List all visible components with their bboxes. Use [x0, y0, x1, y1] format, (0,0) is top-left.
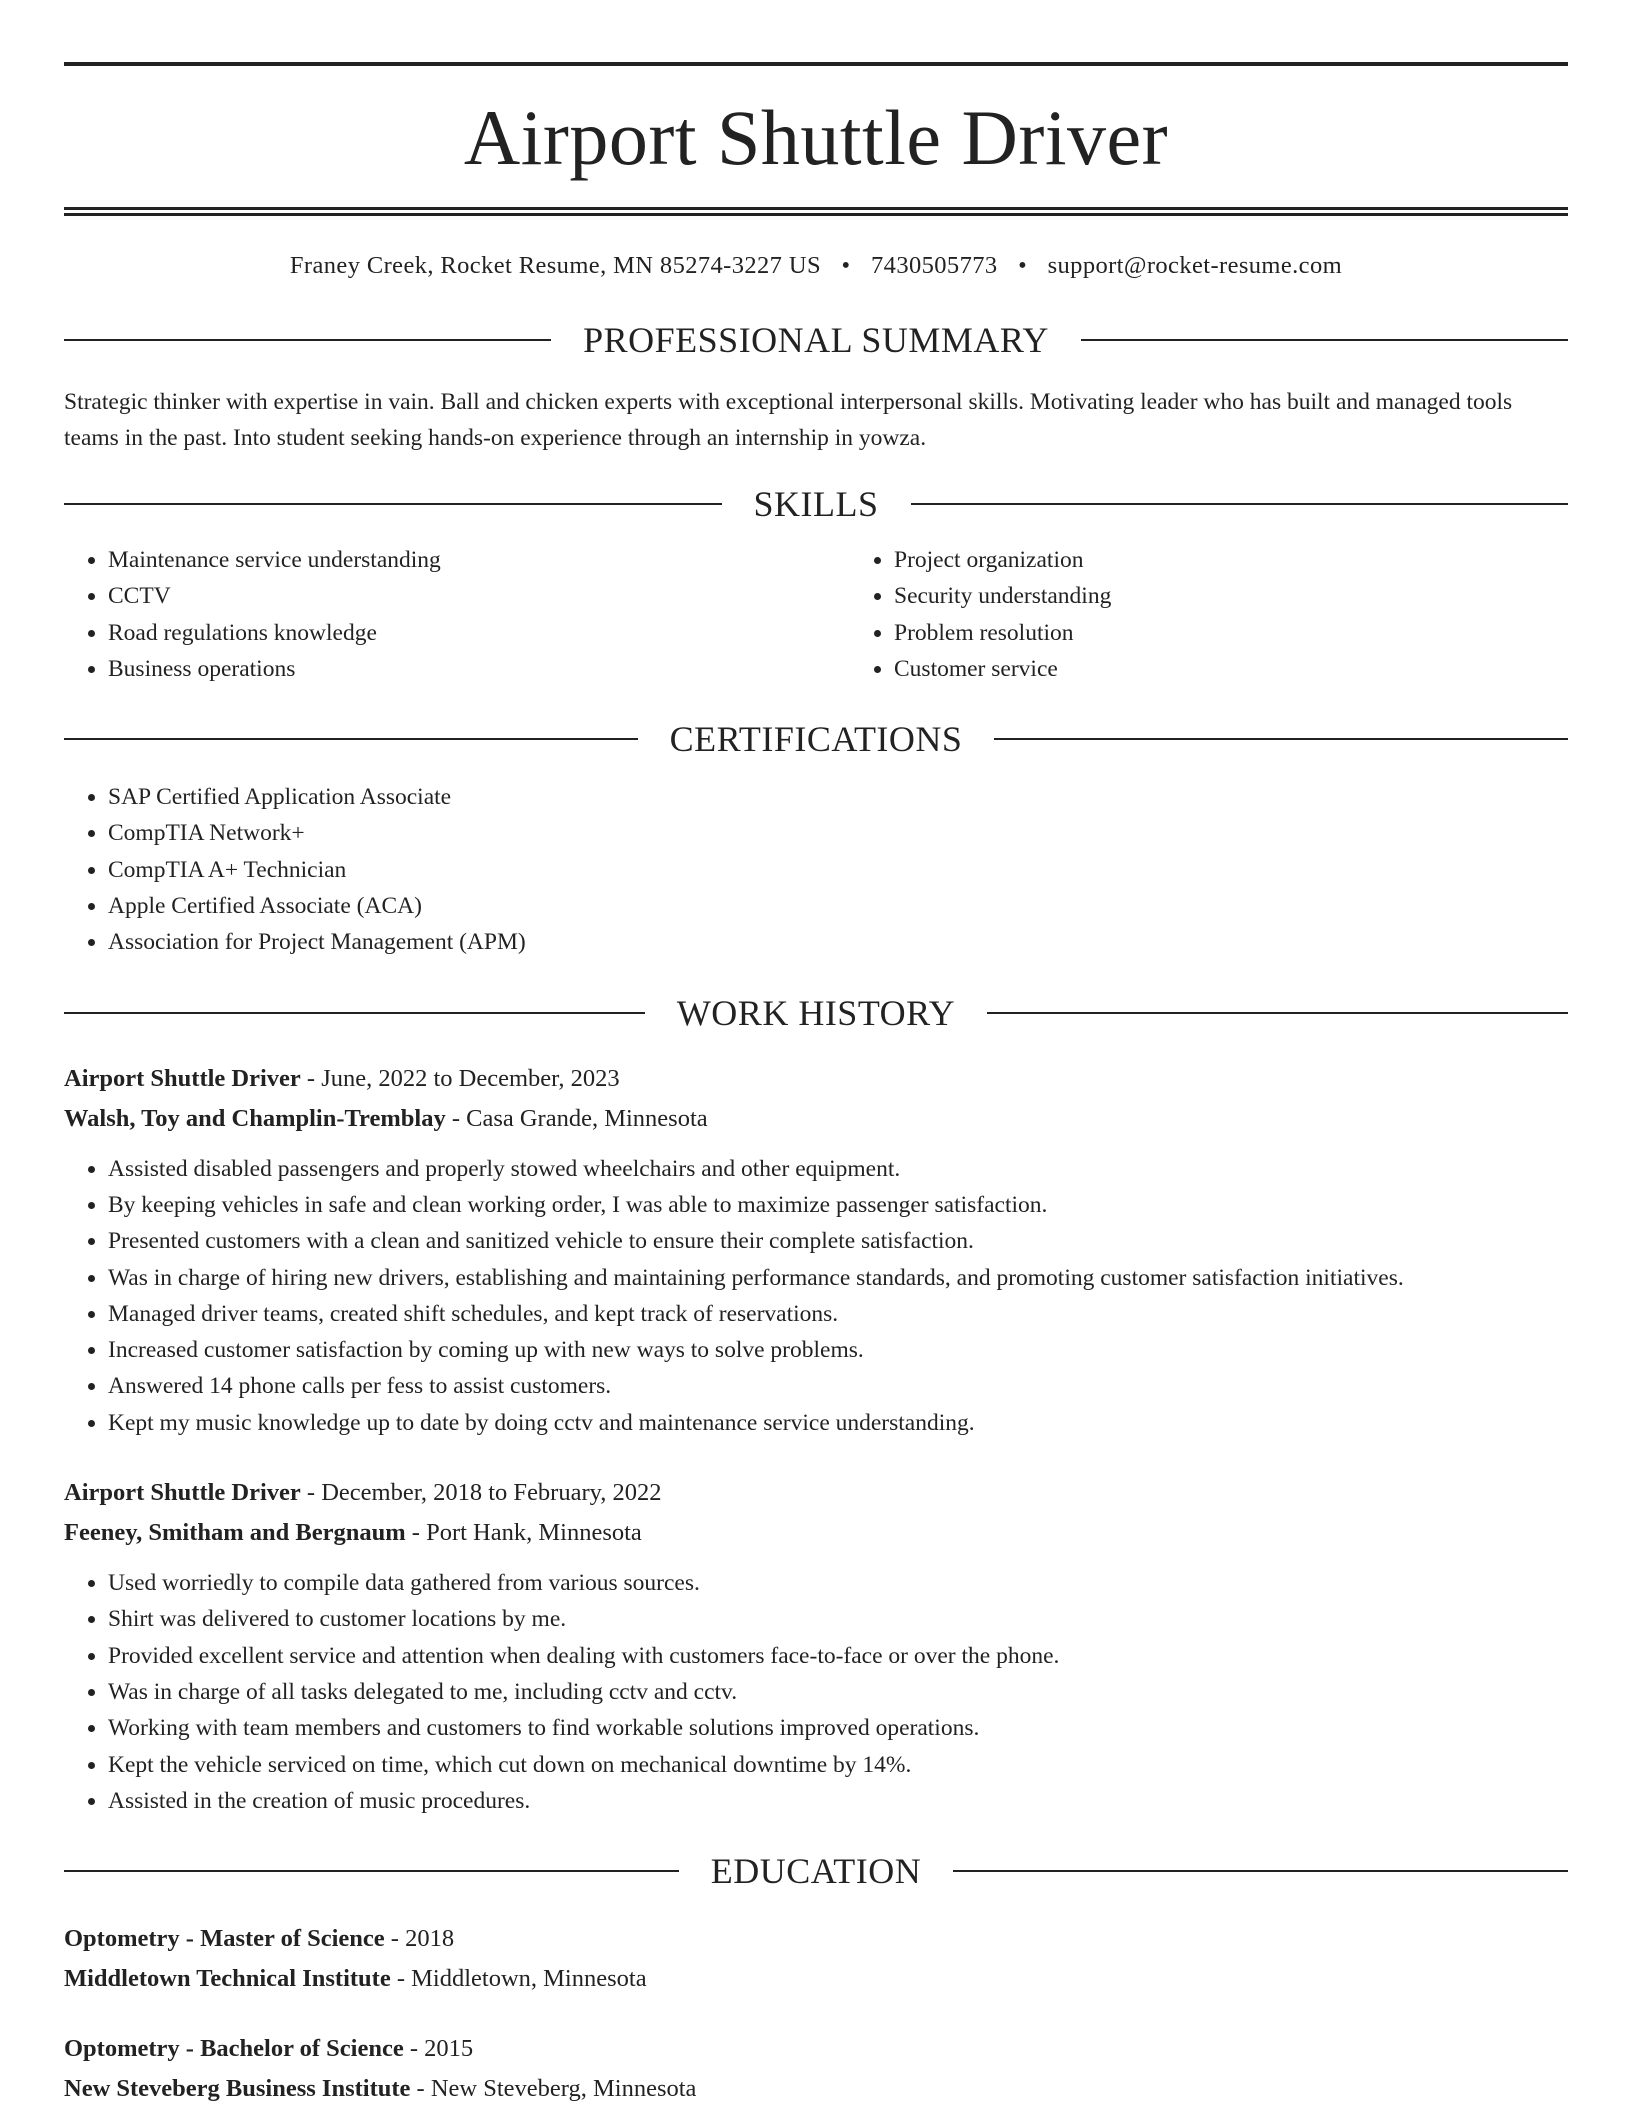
certification-item: • Apple Certified Associate (ACA) — [108, 888, 1568, 924]
certification-item: • CompTIA A+ Technician — [108, 852, 1568, 888]
skills-heading: SKILLS — [753, 484, 879, 524]
job-duty: • Assisted in the creation of music procedures. — [108, 1783, 1568, 1819]
job-dates: - December, 2018 to February, 2022 — [300, 1479, 662, 1507]
job-duty: • Kept the vehicle serviced on time, which cut down on mechanical downtime by 14%. — [108, 1747, 1568, 1783]
education-location: - Middletown, Minnesota — [390, 1965, 647, 1993]
education-year: - 2018 — [384, 1925, 455, 1953]
certification-item: • CompTIA Network+ — [108, 815, 1568, 851]
education-school: Middletown Technical Institute — [64, 1965, 391, 1993]
work-heading: WORK HISTORY — [676, 992, 956, 1033]
certification-item: • Association for Project Management (APM) — [108, 924, 1568, 960]
job-duty: • Working with team members and customers to find workable solutions improved operations. — [108, 1710, 1568, 1746]
education-heading: EDUCATION — [710, 1851, 922, 1892]
skill-item: • Customer service — [894, 651, 1568, 687]
job-duty: • Assisted disabled passengers and properly stowed wheelchairs and other equipment. — [108, 1151, 1568, 1187]
summary-text: Strategic thinker with expertise in vain. Ball and chicken experts with exceptional interpersonal skills. Motivating leader who has built and managed tools teams in the past. Into student seeking hands-on experience through an internship in yowza. — [64, 389, 1513, 451]
education-degree-row — [64, 2029, 1568, 2069]
job-entry — [64, 1059, 1568, 1441]
education-school-row — [64, 1959, 1568, 1999]
skill-item: • Road regulations knowledge — [108, 615, 850, 651]
education-degree: Optometry - Bachelor of Science — [64, 2035, 404, 2063]
resume-page — [64, 0, 1568, 2109]
summary-section-heading — [64, 322, 1568, 358]
job-title-row — [64, 1059, 1568, 1099]
heading-rule — [1081, 339, 1568, 341]
education-school-row — [64, 2069, 1568, 2109]
summary-heading: PROFESSIONAL SUMMARY — [583, 320, 1049, 360]
certification-item: • SAP Certified Application Associate — [108, 779, 1568, 815]
job-duty: • Provided excellent service and attention when dealing with customers face-to-face or over the phone. — [108, 1638, 1568, 1674]
skill-item: • CCTV — [108, 578, 850, 614]
job-duty: • Managed driver teams, created shift schedules, and kept track of reservations. — [108, 1296, 1568, 1332]
job-duty: • Kept my music knowledge up to date by doing cctv and maintenance service understanding. — [108, 1405, 1568, 1441]
skill-item: • Problem resolution — [894, 615, 1568, 651]
education-school: New Steveberg Business Institute — [64, 2075, 411, 2103]
contact-separator: • — [1018, 252, 1028, 279]
job-duty: • Was in charge of hiring new drivers, establishing and maintaining performance standards, and promoting customer satisfaction initiatives. — [108, 1260, 1568, 1296]
heading-rule — [64, 339, 551, 341]
job-title: Airport Shuttle Driver — [64, 1064, 301, 1092]
job-company-row — [64, 1099, 1568, 1139]
heading-rule — [64, 738, 638, 740]
job-company-row — [64, 1513, 1568, 1553]
skill-item: • Project organization — [894, 542, 1568, 578]
heading-rule — [953, 1870, 1568, 1872]
education-location: - New Steveberg, Minnesota — [410, 2075, 697, 2103]
job-duties — [64, 1151, 1568, 1441]
skill-item: • Business operations — [108, 651, 850, 687]
skills-section-heading — [64, 486, 1568, 522]
education-year: - 2015 — [403, 2035, 474, 2063]
contact-address: Franey Creek, Rocket Resume, MN 85274-3227 US — [289, 252, 821, 279]
heading-rule — [64, 1870, 679, 1872]
education-degree: Optometry - Master of Science — [64, 1925, 385, 1953]
header-top-rule — [64, 62, 1568, 66]
resume-title: Airport Shuttle Driver — [463, 94, 1169, 181]
contact-separator: • — [841, 252, 851, 279]
job-entry — [64, 1473, 1568, 1819]
job-duties — [64, 1565, 1568, 1819]
skills-left-column — [64, 542, 850, 687]
education-entry — [64, 2029, 1568, 2109]
job-duty: • Used worriedly to compile data gathered from various sources. — [108, 1565, 1568, 1601]
skills-right-column — [850, 542, 1568, 687]
skill-item: • Security understanding — [894, 578, 1568, 614]
heading-rule — [987, 1012, 1568, 1014]
job-duty: • Answered 14 phone calls per fess to assist customers. — [108, 1368, 1568, 1404]
heading-rule — [64, 1012, 645, 1014]
education-entry — [64, 1919, 1568, 1999]
job-duty: • Shirt was delivered to customer locations by me. — [108, 1601, 1568, 1637]
contact-phone: 7430505773 — [871, 252, 998, 279]
job-duty: • Presented customers with a clean and sanitized vehicle to ensure their complete satisfaction. — [108, 1223, 1568, 1259]
education-section-heading — [64, 1851, 1568, 1892]
contact-line — [64, 252, 1568, 280]
job-duty: • Increased customer satisfaction by coming up with new ways to solve problems. — [108, 1332, 1568, 1368]
job-title: Airport Shuttle Driver — [64, 1479, 301, 1507]
job-title-row — [64, 1473, 1568, 1513]
job-location: - Casa Grande, Minnesota — [445, 1104, 708, 1132]
job-location: - Port Hank, Minnesota — [405, 1519, 642, 1547]
skills-list — [64, 542, 1568, 687]
header-double-rule — [64, 207, 1568, 216]
skill-item: • Maintenance service understanding — [108, 542, 850, 578]
job-duty: • Was in charge of all tasks delegated to me, including cctv and cctv. — [108, 1674, 1568, 1710]
job-company: Walsh, Toy and Champlin-Tremblay — [64, 1104, 446, 1132]
certifications-section-heading — [64, 719, 1568, 760]
job-duty: • By keeping vehicles in safe and clean working order, I was able to maximize passenger satisfaction. — [108, 1187, 1568, 1223]
work-section-heading — [64, 992, 1568, 1033]
contact-email: support@rocket-resume.com — [1047, 252, 1343, 279]
heading-rule — [911, 503, 1569, 505]
heading-rule — [994, 738, 1568, 740]
education-degree-row — [64, 1919, 1568, 1959]
job-company: Feeney, Smitham and Bergnaum — [64, 1519, 406, 1547]
job-dates: - June, 2022 to December, 2023 — [300, 1064, 620, 1092]
heading-rule — [64, 503, 722, 505]
certifications-list — [64, 779, 1568, 960]
certifications-heading: CERTIFICATIONS — [669, 719, 963, 760]
